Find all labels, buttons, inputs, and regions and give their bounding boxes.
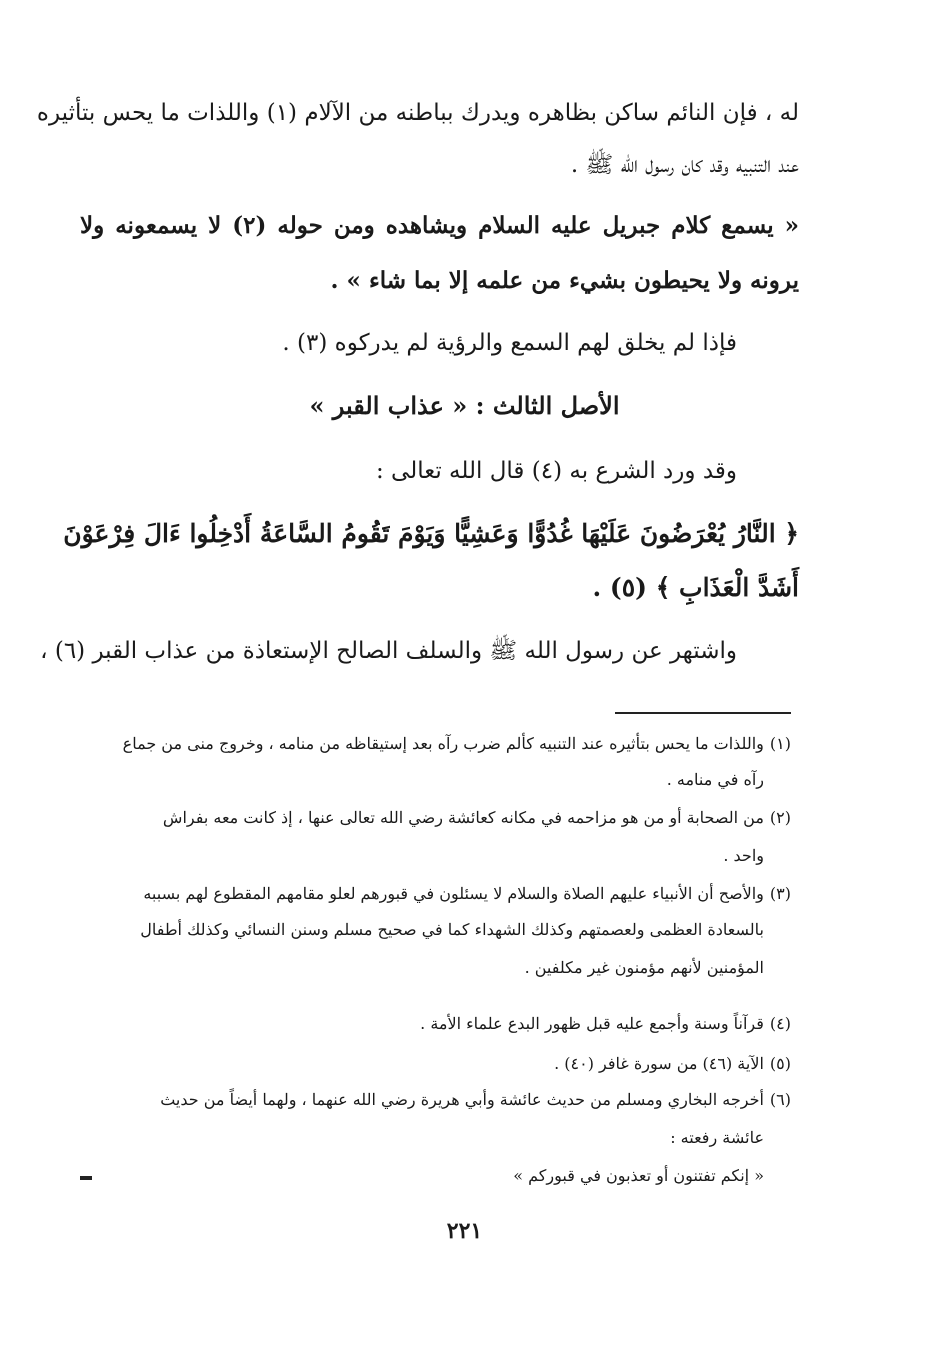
footnote-number: (٦) [769, 1090, 791, 1109]
footnote-6-hadith-quote: « إنكم تفتنون أو تعذبون في قبوركم » [513, 1166, 764, 1185]
footnote-text: أخرجه البخاري ومسلم من حديث عائشة وأبي هريرة رضي الله عنهما ، ولهما أيضاً من حديث [160, 1090, 764, 1109]
footnote-text: واللذات ما يحس بتأثيره عند التنبيه كألم ضرب رآه بعد إستيقاظه من منامه ، وخروج منى من جماع [122, 734, 764, 753]
footnote-3-continued: بالسعادة العظمى ولعصمتهم وكذلك الشهداء كما في صحيح مسلم وسنن النسائي وكذلك أطفال [140, 920, 764, 939]
footnote-text: والأصح أن الأنبياء عليهم الصلاة والسلام لا يسئلون في قبورهم لعلو مقامهم المقطوع لهم بسببه [143, 884, 764, 903]
footnote-text: قرآناً وسنة وأجمع عليه قبل ظهور البدع علماء الأمة . [420, 1014, 764, 1033]
footnote-1 [80, 732, 791, 756]
footnote-3-continued: المؤمنين لأنهم مؤمنون غير مكلفين . [524, 958, 764, 977]
footnote-number: (١) [769, 734, 791, 753]
footnote-6 [80, 1088, 791, 1112]
body-line: واشتهر عن رسول الله ﷺ والسلف الصالح الإستعاذة من عذاب القبر (٦) ، [40, 638, 737, 664]
page-number: ٢٢١ [446, 1218, 483, 1244]
footnote-2 [80, 806, 791, 830]
footnote-number: (٤) [769, 1014, 791, 1033]
quran-verse-line: أَشَدَّ الْعَذَابِ ﴾ (٥) . [592, 573, 799, 602]
footnote-number: (٥) [769, 1054, 791, 1073]
body-line: عند التنبيه وقد كان رسول الله ﷺ . [570, 152, 799, 178]
quote-line: يرونه ولا يحيطون بشيء من علمه إلا بما شاء » . [330, 267, 799, 294]
body-line: له ، فإن النائم ساكن بظاهره ويدرك بباطنه من الآلام (١) واللذات ما يحس بتأثيره [36, 100, 799, 126]
end-mark [80, 1176, 92, 1180]
section-heading: الأصل الثالث : « عذاب القبر » [309, 391, 620, 420]
quote-line: « يسمع كلام جبريل عليه السلام ويشاهده ومن حوله (٢) لا يسمعونه ولا [80, 212, 800, 239]
footnote-2-continued: واحد . [723, 846, 764, 865]
footnote-4 [80, 1012, 791, 1036]
footnote-5 [80, 1052, 791, 1076]
body-line: فإذا لم يخلق لهم السمع والرؤية لم يدركوه (٣) . [282, 330, 737, 356]
body-line: وقد ورد الشرع به (٤) قال الله تعالى : [376, 458, 737, 484]
footnote-1-continued: رآه في منامه . [666, 770, 764, 789]
quran-verse-line: ﴿ النَّارُ يُعْرَضُونَ عَلَيْهَا غُدُوًّا وَعَشِيًّا وَيَوْمَ تَقُومُ السَّاعَةُ أَدْخِلُوا ءَالَ فِرْعَوْنَ [63, 519, 799, 548]
footnote-text: من الصحابة أو من هو مزاحمه في مكانه كعائشة رضي الله تعالى عنها ، إذ كانت معه بفراش [162, 808, 764, 827]
footnote-3 [80, 882, 791, 906]
footnote-number: (٣) [769, 884, 791, 903]
footnote-text: الآية (٤٦) من سورة غافر (٤٠) . [554, 1054, 764, 1073]
footnote-6-continued: عائشة رفعته : [670, 1128, 764, 1147]
footnote-number: (٢) [769, 808, 791, 827]
footnote-separator [615, 712, 791, 714]
